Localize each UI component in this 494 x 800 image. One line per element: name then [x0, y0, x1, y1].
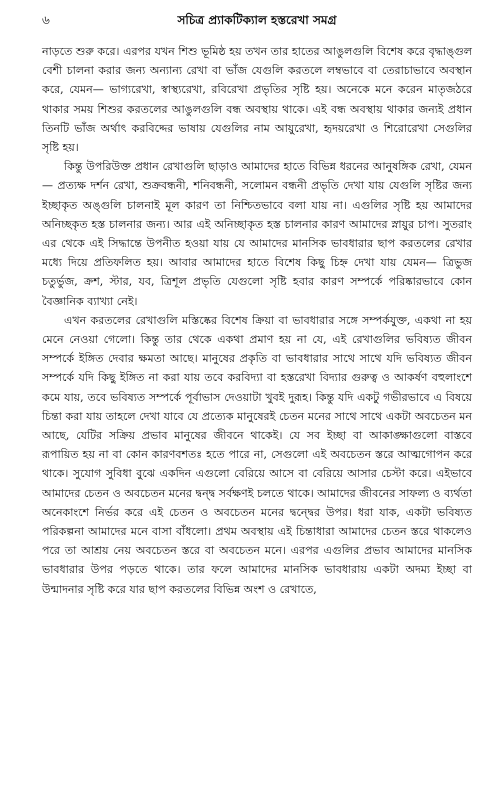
page-number: ৬ [42, 13, 50, 27]
running-title: সচিত্র প্র্যাকটিক্যাল হস্তরেখা সমগ্র [177, 13, 337, 27]
page-header [42, 12, 472, 28]
body-text [42, 42, 472, 599]
paragraph-3: এখন করতলের রেখাগুলি মস্তিষ্কের বিশেষ ক্রিয়া বা ভাবধারার সঙ্গে সম্পর্কযুক্ত, একথা না হয় মেনে নেওয়া গেলো। কিন্তু তার থেকে একথা প্রমাণ হয় না যে, এই রেখাগুলির ভবিষ্যত জীবন সম্পর্কে ইঙ্গিত দেবার ক্ষমতা আছে। মানুষের প্রকৃতি বা ভাবধারার সাথে সাথে যদি ভবিষ্যত জীবন সম্পর্কে যদি কিছু ইঙ্গিত না করা যায় তবে করবিদ্যা বা হস্তরেখা বিদ্যার গুরুত্ব ও আকর্ষণ বহুলাংশে কমে যায়, তবে ভবিষ্যত সম্পর্কে পূর্বাভাস দেওয়াটা খুবই দুরূহ। কিন্তু যদি একটু গভীরভাবে এ বিষয়ে চিন্তা করা যায় তাহলে দেখা যাবে যে প্রত্যেক মানুষেরই চেতন মনের সাথে সাথে একটা অবচেতন মন আছে, যেটির সক্রিয় প্রভাব মানুষের জীবনে থাকেই। যে সব ইচ্ছা বা আকাঙ্ক্ষাগুলো বাস্তবে রূপায়িত হয় না বা কোন কারণবশতঃ হতে পারে না, সেগুলো এই অবচেতন স্তরে আত্মগোপন করে থাকে। সুযোগ সুবিধা বুঝে একদিন এগুলো বেরিয়ে আসে বা বেরিয়ে আসার চেস্টা করে। এইভাবে আমাদের চেতন ও অবচেতন মনের দ্বন্দ্ব সর্বক্ষণই চলতে থাকে। আমাদের জীবনের সাফল্য ও ব্যর্থতা অনেকাংশে নির্ভর করে এই চেতন ও অবচেতন মনের দ্বন্দ্বের উপর। ধরা যাক, একটা ভবিষ্যত পরিকল্পনা আমাদের মনে বাসা বাঁধলো। প্রথম অবস্থায় এই চিন্তাধারা আমাদের চেতন স্তরে থাকলেও পরে তা আশ্রয় নেয় অবচেতন স্তরে বা অবচেতন মনে। এরপর এগুলির প্রভাব আমাদের মানসিক ভাবধারার উপর পড়তে থাকে। তার ফলে আমাদের মানসিক ভাবধারায় একটা অদম্য ইচ্ছা বা উন্মাদনার সৃষ্টি করে যার ছাপ করতলের বিভিন্ন অংশ ও রেখাতে, [42, 313, 472, 596]
paragraph-1: নাড়তে শুরু করে। এরপর যখন শিশু ভূমিষ্ঠ হয় তখন তার হাতের আঙুলগুলি বিশেষ করে বৃদ্ধাঙ্গুল বেশী চালনা করার জন্য অন্যান্য রেখা বা ভাঁজ যেগুলি করতলে লম্বভাবে বা তেরাচাভাবে অবস্থান করে, যেমন— ভাগ্যরেখা, স্বাস্থ্যরেখা, রবিরেখা প্রভৃতির সৃষ্টি হয়। অনেকে মনে করেন মাতৃজঠরে থাকার সময় শিশুর করতলের আঙুলগুলি বন্ধ অবস্থায় থাকে। এই বন্ধ অবস্থায় থাকার জন্যই প্রধান তিনটি ভাঁজ অর্থাৎ করবিদ্দের ভাষায় যেগুলির নাম আয়ুরেখা, হৃদয়রেখা ও শিরোরেখা সেগুলির সৃষ্টি হয়। [42, 45, 472, 155]
paragraph-2: কিন্তু উপরিউক্ত প্রধান রেখাগুলি ছাড়াও আমাদের হাতে বিভিন্ন ধরনের আনুষঙ্গিক রেখা, যেমন— প্রত্যক্ষ দর্শন রেখা, শুক্রবন্ধনী, শনিবন্ধনী, সলোমন বন্ধনী প্রভৃতি দেখা যায় যেগুলি সৃষ্টির জন্য ইচ্ছাকৃত অঙ্গুলি চালনাই মূল কারণ তা নিশ্চিতভাবে বলা যায় না। এগুলির সৃষ্টি হয় আমাদের অনিচ্ছকৃত হস্ত চালনার জন্য। আর এই অনিচ্ছাকৃত হস্ত চালনার কারণ আমাদের স্নায়ুর চাপ। সুতরাং এর থেকে এই সিদ্ধান্তে উপনীত হওয়া যায় যে আমাদের মানসিক ভাবধারার ছাপ করতলের রেখার মধ্যে দিয়ে প্রতিফলিত হয়। আবার আমাদের হাতে বিশেষ কিছু চিহ্ন দেখা যায় যেমন— ত্রিভুজ চতুর্ভুজ, ক্রশ, স্টার, যব, ত্রিশূল প্রভৃতি যেগুলো সৃষ্টি হবার কারণ সম্পর্কে পরিষ্কারভাবে কোন বৈজ্ঞানিক ব্যাখ্যা নেই। [42, 160, 472, 308]
